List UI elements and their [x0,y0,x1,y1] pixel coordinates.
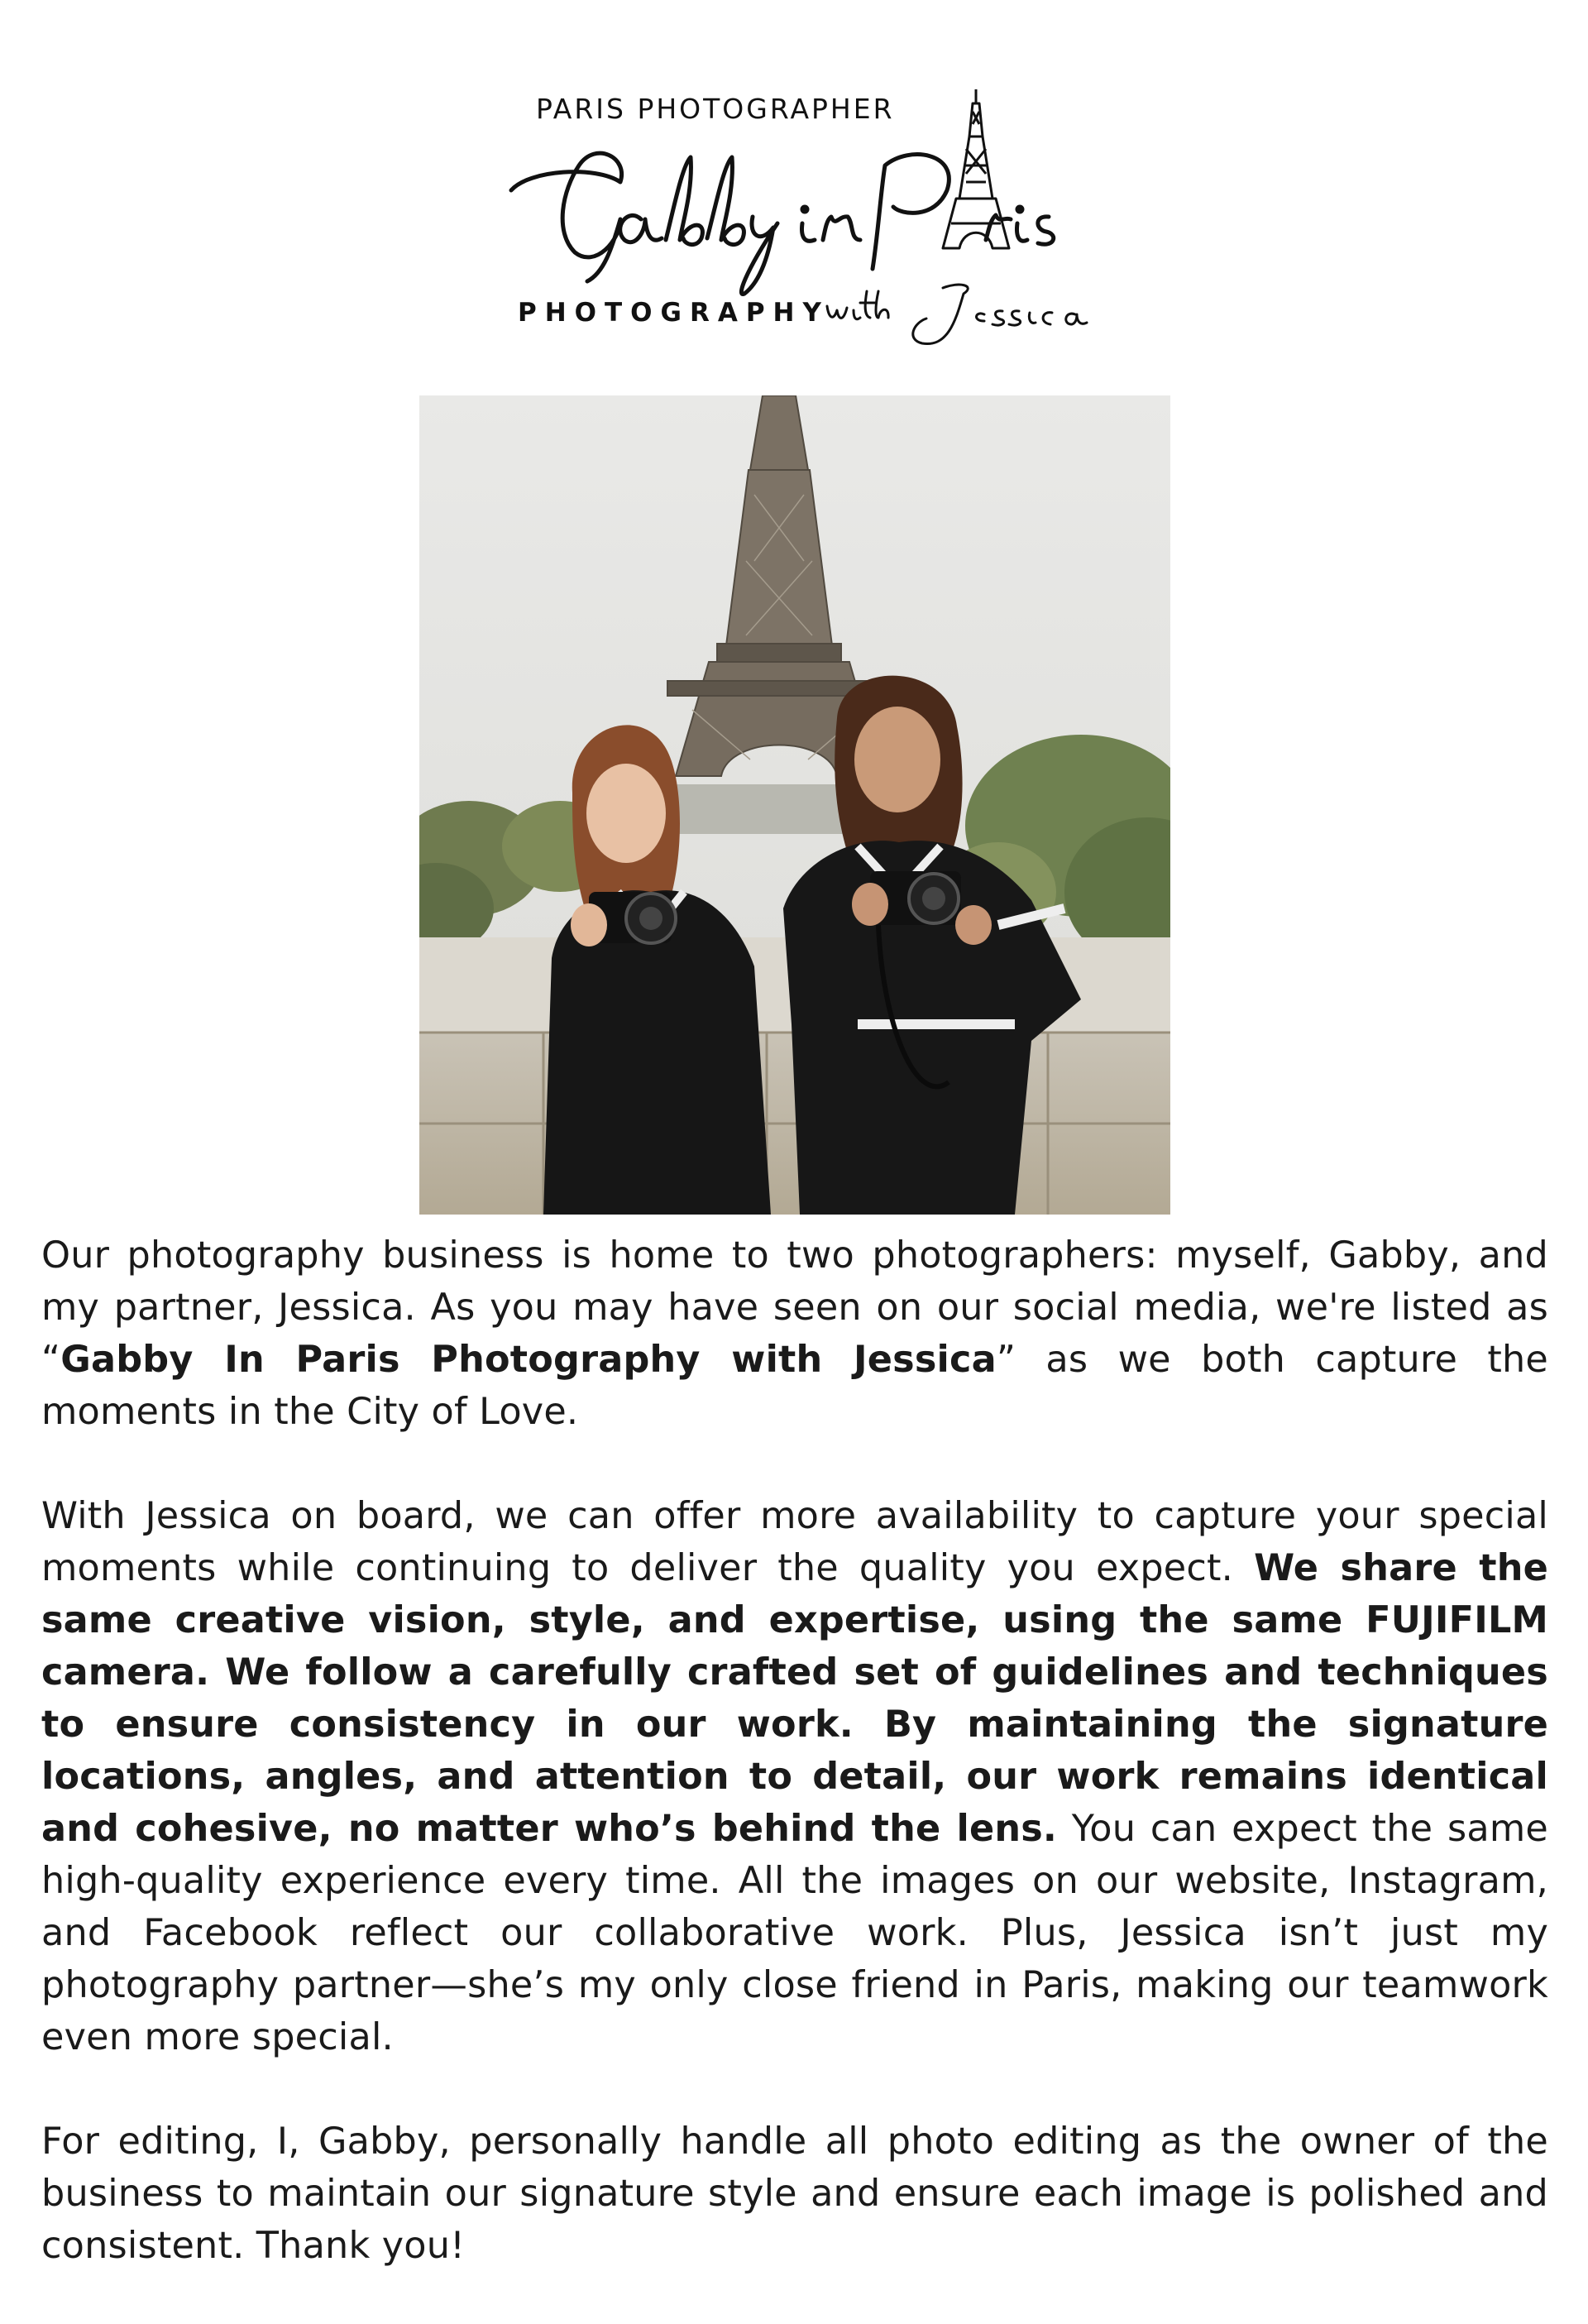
hero-photo [419,395,1170,1215]
eiffel-tower-icon [943,89,1009,248]
consistency-highlight: We share the same creative vision, style, and expertise, using the same FUJIFILM camera. We follow a carefully crafted set of guidelines and techniques to ensure consistency in our work. By maintaining the signature locations, angles, and attention to detail, our work remains identical and cohesive, no matter who’s behind the lens. [41,1547,1549,1850]
paragraph-team [41,1490,1548,2063]
business-name-highlight: Gabby In Paris Photography with Jessica [60,1339,997,1381]
paragraph-intro-part-1: Our photography business is home to two photographers: myself, Gabby, and my partner, Jessica. As you may have seen on our social media, we're listed as “ [41,1234,1548,1381]
paragraph-editing [41,2116,1548,2272]
photographers-eiffel-tower-image [419,395,1170,1215]
logo-top-line: PARIS PHOTOGRAPHER [536,93,895,125]
paragraph-team-part-1: With Jessica on board, we can offer more availability to capture your special moments while continuing to deliver the quality you expect. [41,1495,1548,1589]
brand-logo [496,74,1092,381]
paragraph-editing-text: For editing, I, Gabby, personally handle all photo editing as the owner of the business to maintain our signature style and ensure each image is polished and consistent. Thank you! [41,2120,1548,2267]
logo-script-artwork [496,74,1092,381]
paragraph-intro-part-2: ” as we both capture the moments in the City of Love. [41,1339,1548,1433]
paragraph-team-part-2: You can expect the same high-quality experience every time. All the images on our website, Instagram, and Facebook reflect our collaborative work. Plus, Jessica isn’t just my photography partner—she’s my only close friend in Paris, making our teamwork even more special. [41,1808,1548,2058]
logo-bottom-line: PHOTOGRAPHY [518,298,830,328]
about-text [41,1229,1548,2324]
paragraph-intro [41,1229,1548,1438]
